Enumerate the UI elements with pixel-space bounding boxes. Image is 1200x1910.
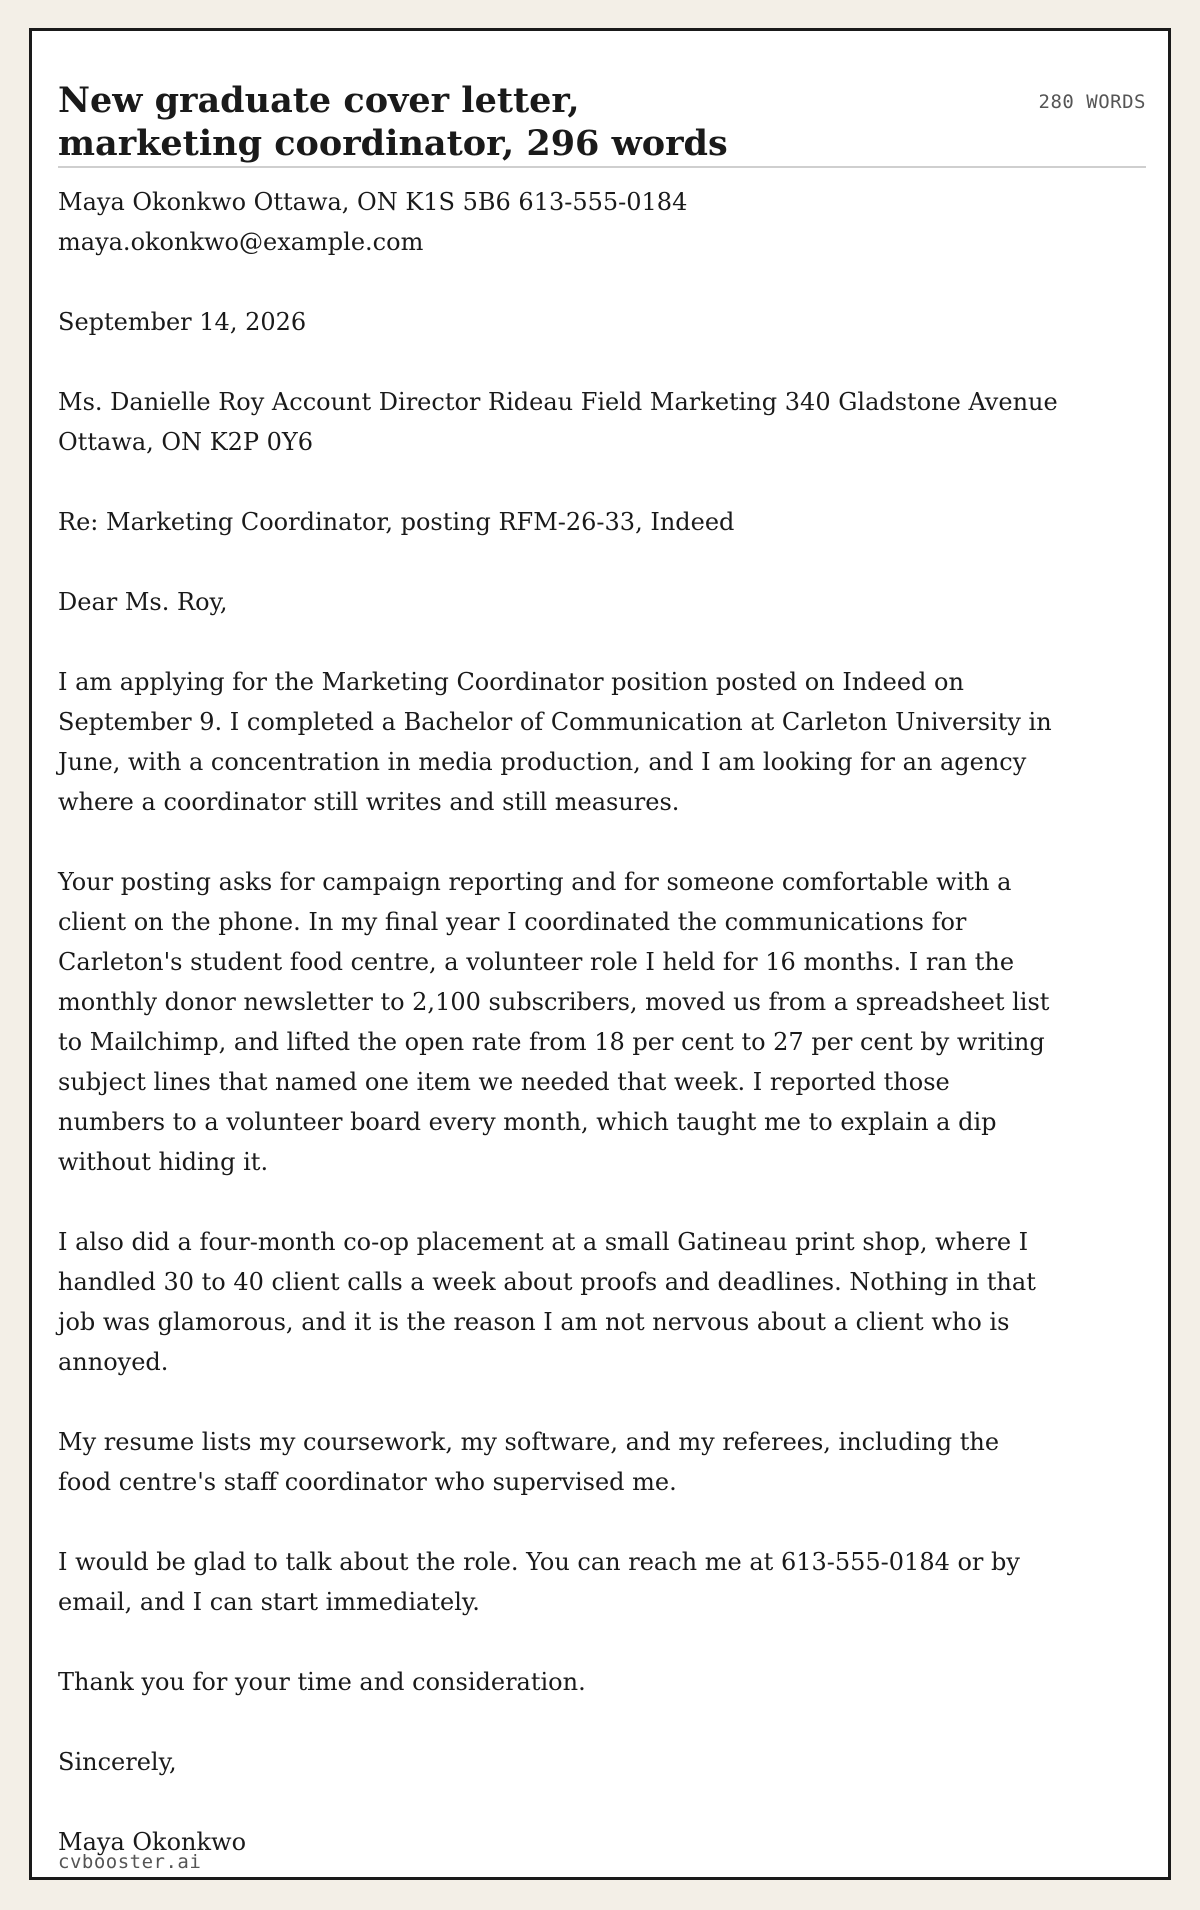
body-paragraph: My resume lists my coursework, my software, and my referees, including the food centre's staff coordinator who supervised me. xyxy=(58,1428,1000,1496)
salutation: Dear Ms. Roy, xyxy=(58,588,228,616)
word-count-badge: 280 WORDS xyxy=(1038,91,1146,113)
signature: Maya Okonkwo xyxy=(58,1828,247,1856)
body-paragraph: Thank you for your time and consideration. xyxy=(58,1668,586,1696)
document-title: New graduate cover letter, marketing coordinator, 296 words xyxy=(58,80,728,164)
letter-card xyxy=(29,28,1171,1880)
closing: Sincerely, xyxy=(58,1748,177,1776)
recipient-block: Ms. Danielle Roy Account Director Rideau Field Marketing 340 Gladstone Avenue Ottawa, ON K2P 0Y6 xyxy=(58,388,1058,456)
brand-footer: cvbooster.ai xyxy=(58,1851,202,1873)
letter-date: September 14, 2026 xyxy=(58,308,307,336)
letter-body xyxy=(58,182,1058,1862)
body-paragraph: I would be glad to talk about the role. You can reach me at 613-555-0184 or by email, and I can start immediately. xyxy=(58,1548,1020,1616)
body-paragraph: I also did a four-month co-op placement at a small Gatineau print shop, where I handled 30 to 40 client calls a week about proofs and deadlines. Nothing in that job was glamorous, and it is the reason I am not nervous about a client who is annoyed. xyxy=(58,1228,1036,1376)
subject-line: Re: Marketing Coordinator, posting RFM-26-33, Indeed xyxy=(58,508,735,536)
sender-block: Maya Okonkwo Ottawa, ON K1S 5B6 613-555-0184 maya.okonkwo@example.com xyxy=(58,188,688,256)
body-paragraph: Your posting asks for campaign reporting and for someone comfortable with a client on the phone. In my final year I coordinated the communications for Carleton's student food centre, a volunteer role I held for 16 months. I ran the monthly donor newsletter to 2,100 subscribers, moved us from a spreadsheet list to Mailchimp, and lifted the open rate from 18 per cent to 27 per cent by writing subject lines that named one item we needed that week. I reported those numbers to a volunteer board every month, which taught me to explain a dip without hiding it. xyxy=(58,868,1050,1176)
body-paragraph: I am applying for the Marketing Coordinator position posted on Indeed on September 9. I completed a Bachelor of Communication at Carleton University in June, with a concentration in media production, and I am looking for an agency where a coordinator still writes and still measures. xyxy=(58,668,1052,816)
letter-header xyxy=(58,53,1146,168)
